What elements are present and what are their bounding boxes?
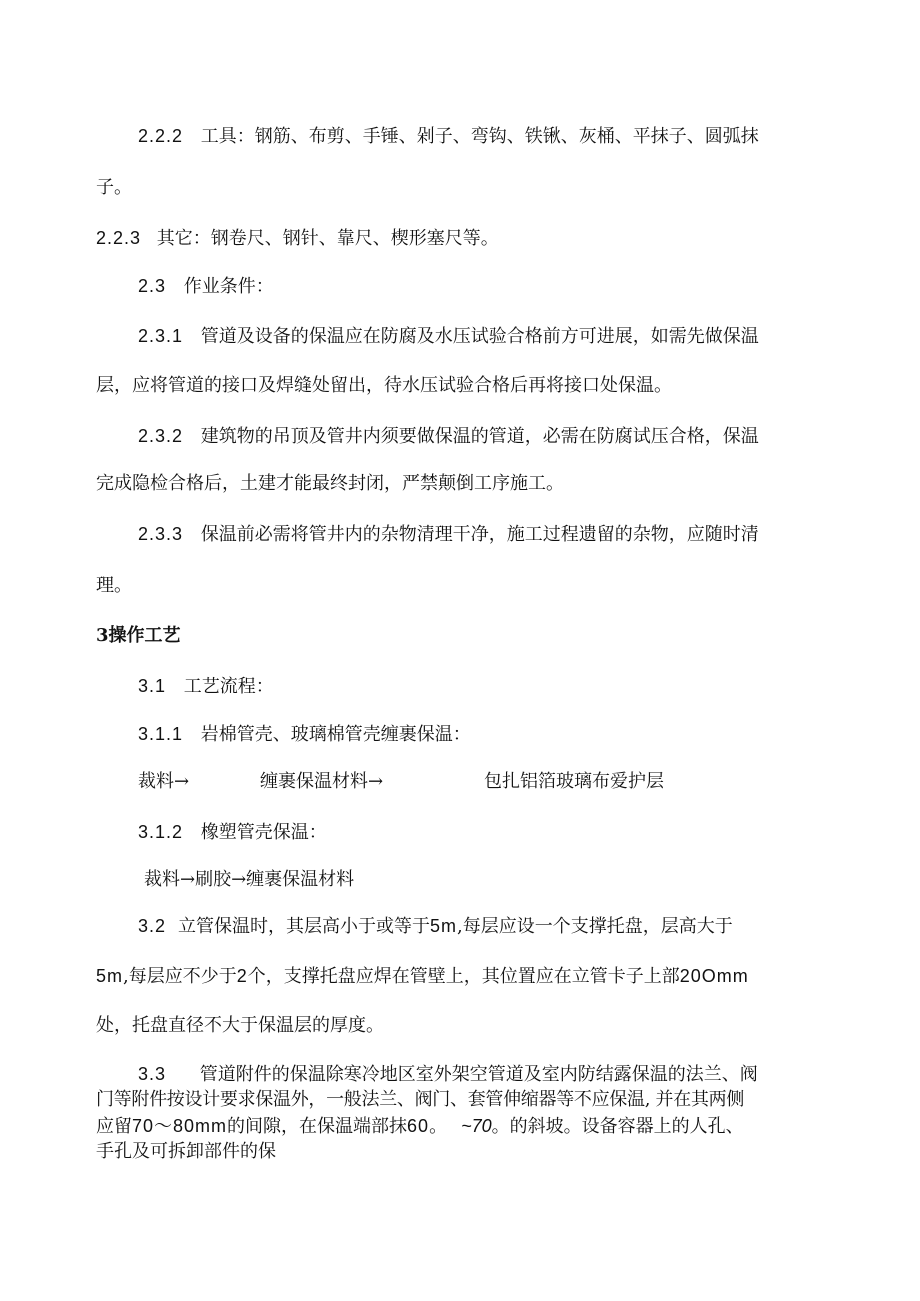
flow-1-step-1: 裁料→ — [138, 771, 190, 792]
section-number: 2.3 — [138, 276, 167, 296]
para-3-2 — [138, 914, 733, 939]
section-number: 2.3.2 — [138, 426, 184, 446]
value-70: ~70 — [461, 1116, 492, 1136]
flow-1-step-2: 缠裹保温材料→ — [260, 771, 384, 792]
para-3-3-line-3 — [96, 1114, 744, 1139]
para-text: 工艺流程： — [183, 676, 274, 697]
para-text: 作业条件： — [183, 276, 274, 297]
para-text: 。 — [429, 1116, 448, 1137]
section-number: 2.3.3 — [138, 524, 184, 544]
para-text: ,每层应设一个支撑托盘，层高大于 — [457, 916, 733, 937]
value-2: 2 — [236, 966, 248, 986]
value-5m: 5m — [430, 916, 458, 936]
para-3-3-line-4: 手孔及可拆卸部件的保 — [96, 1141, 276, 1162]
para-2-3-2 — [138, 424, 759, 449]
para-text: 管道及设备的保温应在防腐及水压试验合格前方可进展，如需先做保温 — [200, 326, 759, 347]
para-text: 其它：钢卷尺、钢针、靠尺、楔形塞尺等。 — [156, 228, 499, 249]
para-3-3-line-2: 门等附件按设计要求保温外，一般法兰、阀门、套管伸缩器等不应保温, 并在其两侧 — [96, 1089, 745, 1110]
para-2-3-3-cont: 理。 — [96, 575, 132, 596]
flow-2: 裁料→刷胶→缠裹保温材料 — [144, 869, 355, 890]
value-60: 60 — [407, 1116, 430, 1136]
section-number: 3.1.1 — [138, 724, 184, 744]
section-number: 3.1 — [138, 676, 167, 696]
section-number: 3.3 — [138, 1064, 167, 1084]
section-3-heading: 3操作工艺 — [96, 625, 181, 646]
section-number: 2.2.3 — [96, 228, 142, 248]
para-text: ,每层应不少于 — [123, 966, 237, 987]
para-2-3 — [138, 274, 274, 299]
para-3-2-line-3: 处，托盘直径不大于保温层的厚度。 — [96, 1015, 384, 1036]
section-number: 3.1.2 — [138, 822, 184, 842]
para-2-2-3 — [96, 226, 499, 251]
para-text: 个，支撑托盘应焊在管壁上，其位置应在立管卡子上部 — [247, 966, 680, 987]
para-3-3 — [138, 1062, 758, 1087]
para-2-3-2-cont: 完成隐检合格后，土建才能最终封闭，严禁颠倒工序施工。 — [96, 473, 564, 494]
para-text: 应留 — [96, 1116, 132, 1137]
para-text: 岩棉管壳、玻璃棉管壳缠裹保温： — [200, 724, 471, 745]
para-2-3-1 — [138, 324, 759, 349]
section-number: 2.2.2 — [138, 126, 184, 146]
section-number: 3.2 — [138, 916, 167, 936]
value-range: 70～80mm — [132, 1116, 228, 1136]
section-number: 2.3.1 — [138, 326, 184, 346]
para-text: 立管保温时，其层高小于或等于 — [178, 916, 431, 937]
para-text: 保温前必需将管井内的杂物清理干净，施工过程遗留的杂物，应随时清 — [200, 524, 759, 545]
para-text: 的间隙，在保温端部抹 — [227, 1116, 408, 1137]
para-2-2-2-cont: 子。 — [96, 177, 132, 198]
para-2-3-3 — [138, 522, 759, 547]
para-2-3-1-cont: 层，应将管道的接口及焊缝处留出，待水压试验合格后再将接口处保温。 — [96, 375, 672, 396]
para-text: 管道附件的保温除寒冷地区室外架空管道及室内防结露保温的法兰、阀 — [199, 1064, 758, 1085]
para-3-1-1 — [138, 722, 471, 747]
para-3-1-2 — [138, 820, 327, 845]
para-3-1 — [138, 674, 274, 699]
para-text: 。的斜坡。设备容器上的人孔、 — [491, 1116, 744, 1137]
para-text: 橡塑管壳保温： — [200, 822, 327, 843]
value-200mm: 20Omm — [679, 966, 749, 986]
para-2-2-2 — [138, 124, 759, 149]
para-text: 工具：钢筋、布剪、手锤、剁子、弯钩、铁锹、灰桶、平抹子、圆弧抹 — [200, 126, 759, 147]
para-text: 建筑物的吊顶及管井内须要做保温的管道，必需在防腐试压合格，保温 — [200, 426, 759, 447]
para-3-2-line-2 — [96, 964, 749, 989]
value-5m: 5m — [96, 966, 124, 986]
flow-1-step-3: 包扎铝箔玻璃布爱护层 — [484, 771, 664, 792]
